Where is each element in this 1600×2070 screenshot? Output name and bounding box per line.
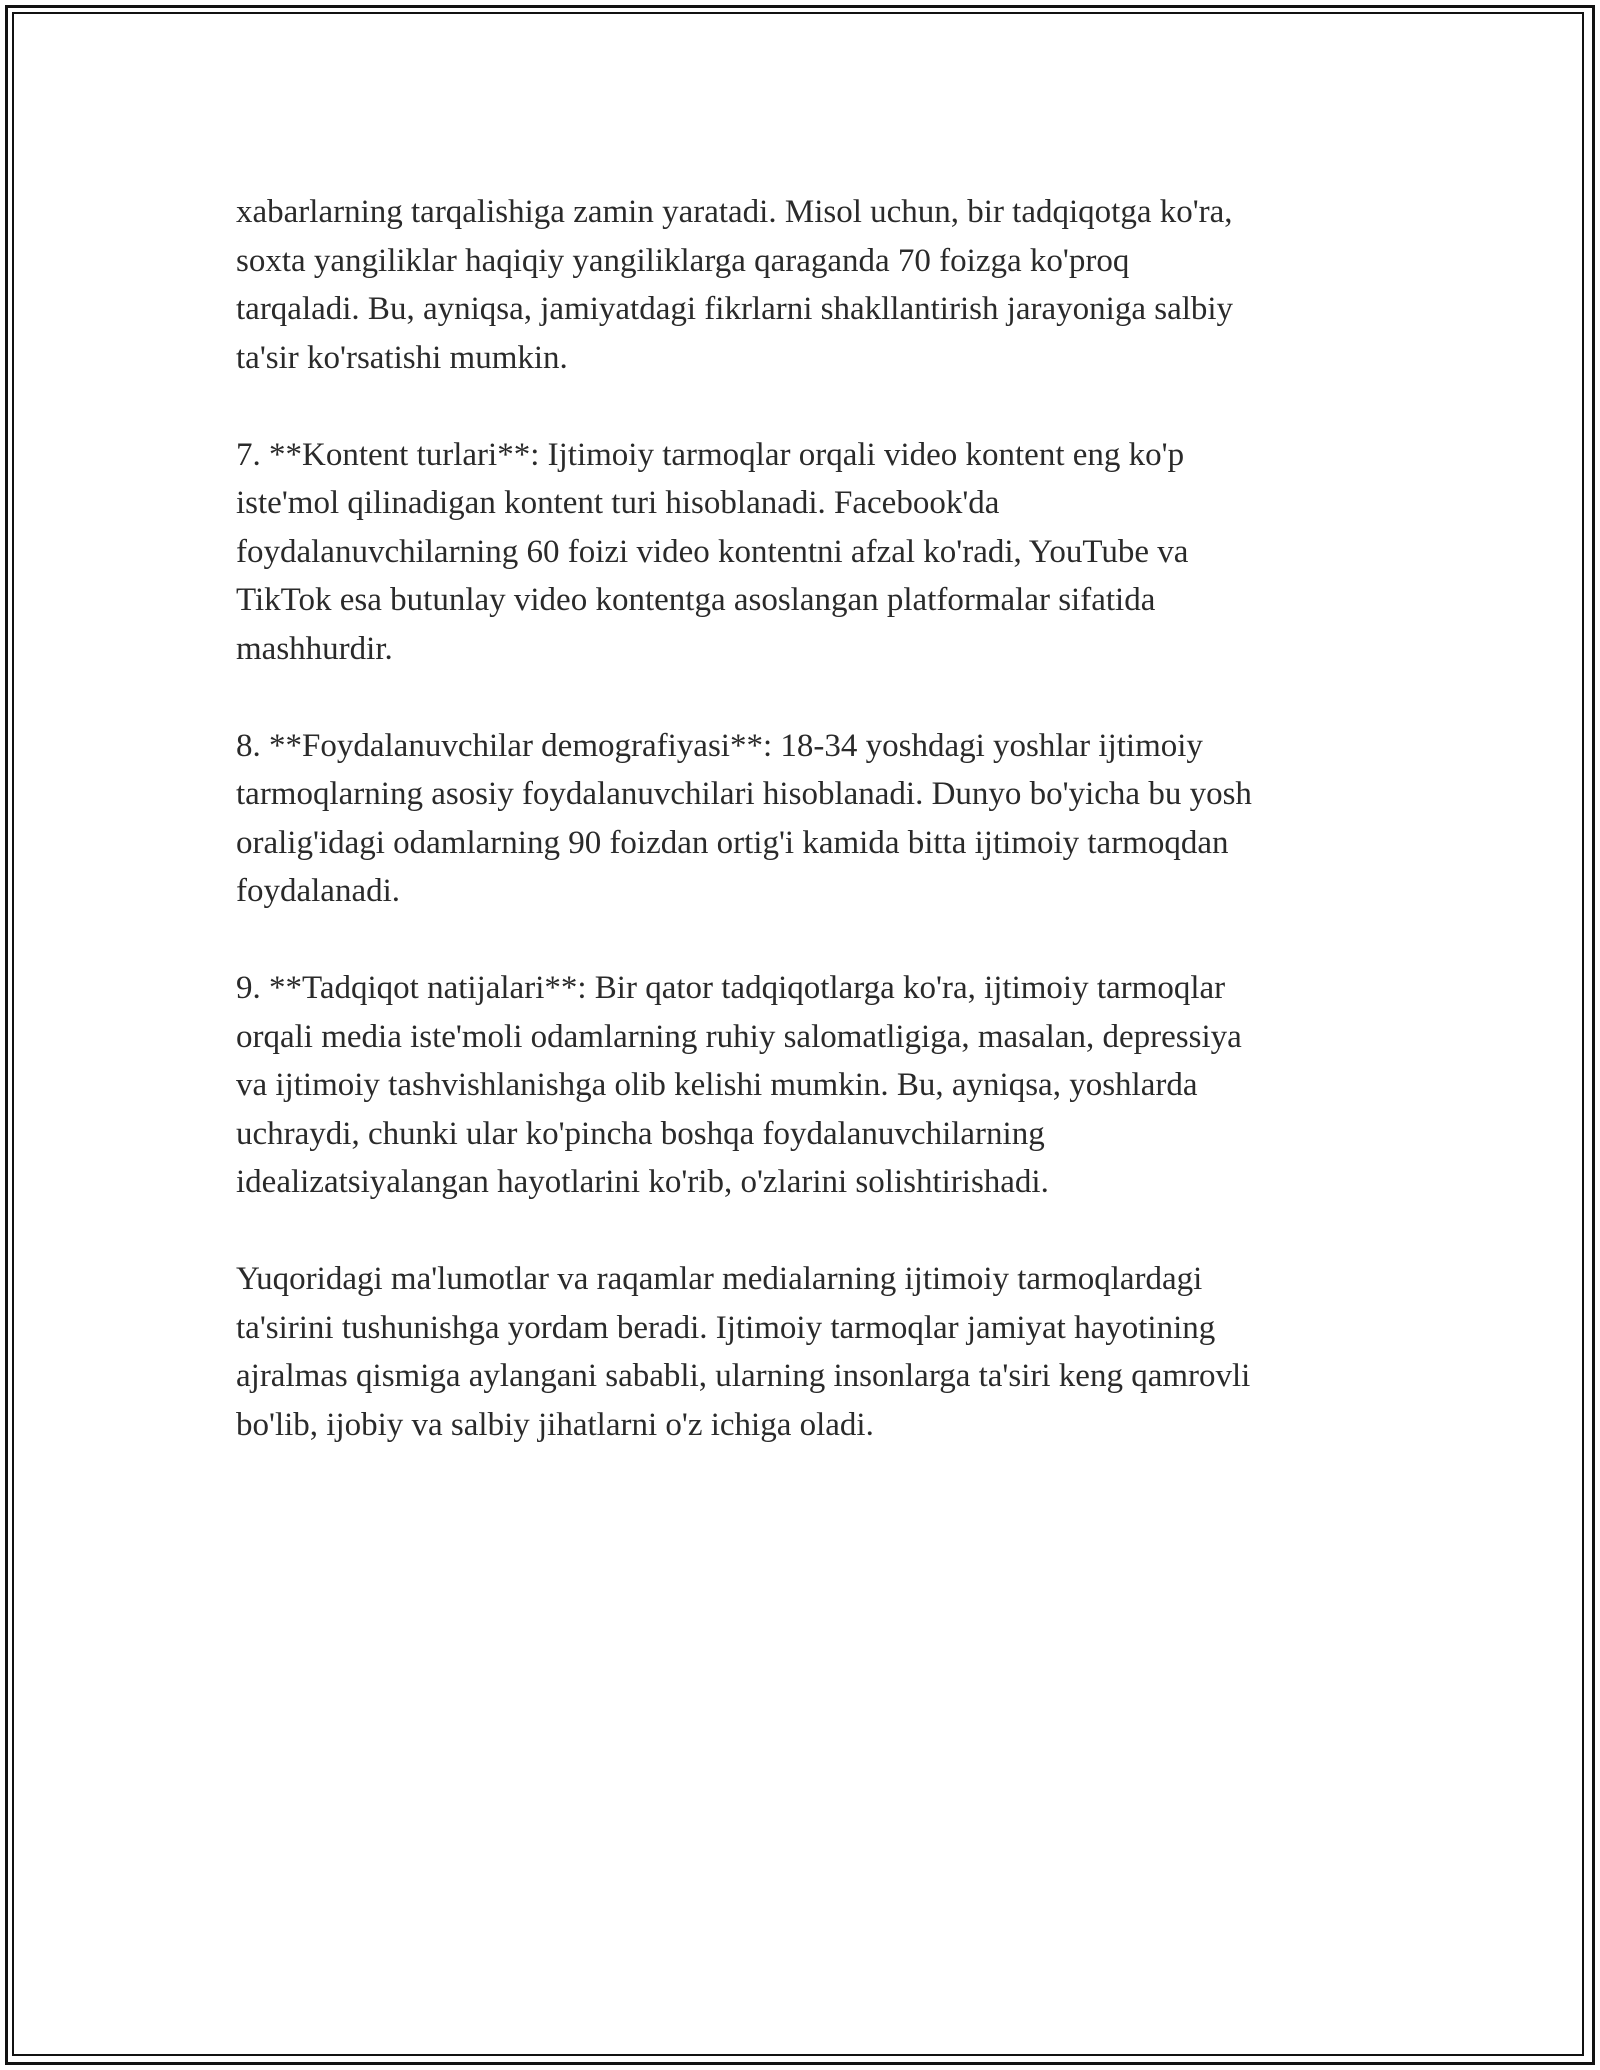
text-line: va ijtimoiy tashvishlanishga olib kelishi mumkin. Bu, ayniqsa, yoshlarda xyxy=(236,1067,1198,1103)
text-line: TikTok esa butunlay video kontentga asoslangan platformalar sifatida xyxy=(236,582,1156,618)
paragraph-item-7 xyxy=(236,431,1386,674)
text-line: iste'mol qilinadigan kontent turi hisoblanadi. Facebook'da xyxy=(236,485,1000,521)
text-line: tarqaladi. Bu, ayniqsa, jamiyatdagi fikrlarni shakllantirish jarayoniga salbiy xyxy=(236,291,1234,327)
text-line: uchraydi, chunki ular ko'pincha boshqa foydalanuvchilarning xyxy=(236,1115,1045,1152)
document-body xyxy=(236,188,1386,1498)
text-line: 9. **Tadqiqot natijalari**: Bir qator tadqiqotlarga ko'ra, ijtimoiy tarmoqlar xyxy=(236,970,1226,1006)
text-line: orqali media iste'moli odamlarning ruhiy salomatligiga, masalan, depressiya xyxy=(236,1018,1242,1055)
text-line: oralig'idagi odamlarning 90 foizdan ortig'i kamida bitta ijtimoiy tarmoqdan xyxy=(236,824,1229,861)
text-line: mashhurdir. xyxy=(236,630,393,667)
text-line: xabarlarning tarqalishiga zamin yaratadi. Misol uchun, bir tadqiqotga ko'ra, xyxy=(236,194,1233,230)
paragraph-item-9 xyxy=(236,964,1386,1207)
text-line: idealizatsiyalangan hayotlarini ko'rib, o'zlarini solishtirishadi. xyxy=(236,1164,1049,1200)
text-line: foydalanuvchilarning 60 foizi video kontentni afzal ko'radi, YouTube va xyxy=(236,533,1189,570)
text-line: ta'sir ko'rsatishi mumkin. xyxy=(236,339,568,376)
text-line: foydalanadi. xyxy=(236,873,401,909)
text-line: 8. **Foydalanuvchilar demografiyasi**: 18-34 yoshdagi yoshlar ijtimoiy xyxy=(236,727,1203,764)
text-line: 7. **Kontent turlari**: Ijtimoiy tarmoqlar orqali video kontent eng ko'p xyxy=(236,436,1185,473)
paragraph-conclusion xyxy=(236,1255,1386,1449)
text-line: ajralmas qismiga aylangani sababli, ularning insonlarga ta'siri keng qamrovli xyxy=(236,1358,1251,1394)
text-line: bo'lib, ijobiy va salbiy jihatlarni o'z ichiga oladi. xyxy=(236,1406,874,1443)
text-line: soxta yangiliklar haqiqiy yangiliklarga qaraganda 70 foizga ko'proq xyxy=(236,242,1130,279)
paragraph-intro-continuation xyxy=(236,188,1386,382)
text-line: Yuqoridagi ma'lumotlar va raqamlar medialarning ijtimoiy tarmoqlardagi xyxy=(236,1261,1203,1297)
text-line: tarmoqlarning asosiy foydalanuvchilari hisoblanadi. Dunyo bo'yicha bu yosh xyxy=(236,776,1252,812)
paragraph-item-8 xyxy=(236,722,1386,916)
text-line: ta'sirini tushunishga yordam beradi. Ijtimoiy tarmoqlar jamiyat hayotining xyxy=(236,1309,1216,1346)
